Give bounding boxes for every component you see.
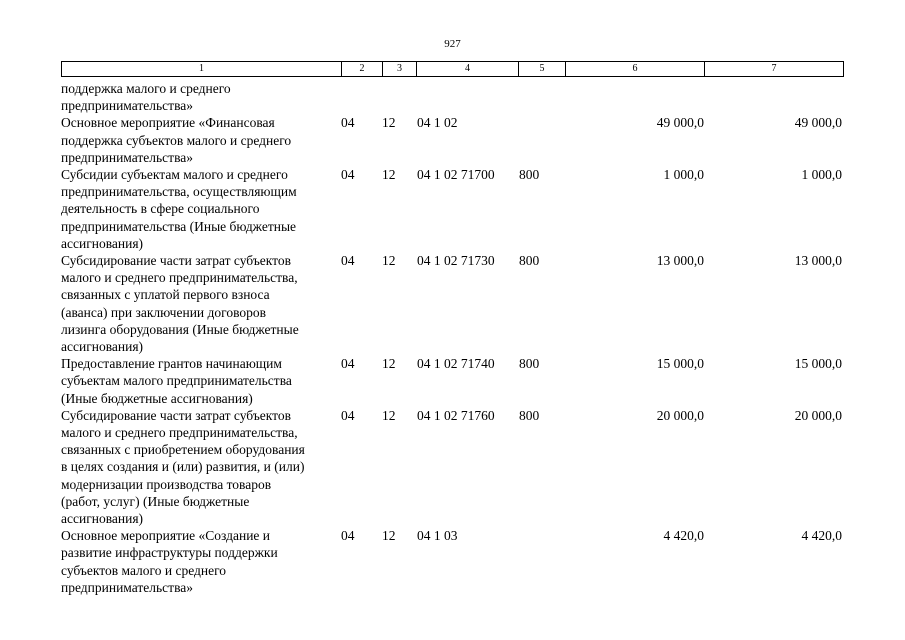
row-name-line: деятельность в сфере социального [61,201,260,217]
cell-col-4: 04 1 02 71730 [417,253,495,268]
row-name-line: лизинга оборудования (Иные бюджетные [61,321,299,337]
row-name-line: малого и среднего предпринимательства, [61,425,298,440]
cell-col-4: 04 1 02 [417,115,458,131]
cell-col-7: 49 000,0 [794,115,842,131]
cell-col-4: 04 1 02 71700 [417,167,495,182]
row-name [61,355,341,407]
row-name [61,166,341,252]
cell-col-7: 15 000,0 [794,356,842,372]
cell-col-3: 12 [382,253,396,268]
cell-col-6: 4 420,0 [663,528,704,544]
row-name-line: развитие инфраструктуры поддержки [61,545,278,561]
cell-col-7: 4 420,0 [801,528,842,544]
cell-col-6: 13 000,0 [656,253,704,268]
header-col-7: 7 [771,63,777,74]
row-name-line: связанных с приобретением оборудования [61,442,305,458]
cell-col-4: 04 1 02 71760 [417,407,495,423]
row-name-line: модернизации производства товаров [61,476,272,492]
cell-col-3: 12 [382,528,396,544]
cell-col-6: 49 000,0 [656,115,704,131]
row-name-line: предпринимательства» [61,579,194,595]
cell-col-6: 20 000,0 [656,407,704,423]
header-col-6: 6 [566,62,705,76]
row-name [61,80,341,114]
cell-col-5: 800 [519,253,540,268]
row-name [61,114,341,166]
row-name-line: Предоставление грантов начинающим [61,356,282,372]
cell-col-2: 04 [341,253,355,268]
cell-col-5: 800 [519,167,540,182]
row-name-line: связанных с уплатой первого взноса [61,287,270,303]
row-name-line: (работ, услуг) (Иные бюджетные [61,493,250,509]
header-col-5: 5 [519,62,566,76]
cell-col-2: 04 [341,167,355,182]
row-name-line: ассигнования) [61,339,144,355]
cell-col-3: 12 [382,356,396,372]
row-name-line: предпринимательства» [61,149,194,165]
cell-col-3: 12 [382,407,396,423]
header-col-3: 3 [383,62,417,76]
header-col-1: 1 [62,62,342,76]
cell-col-4: 04 1 02 71740 [417,356,495,372]
row-name-line: поддержка субъектов малого и среднего [61,132,292,148]
cell-col-5: 800 [519,407,540,423]
row-name-line: предпринимательства (Иные бюджетные [61,218,297,234]
cell-col-6: 15 000,0 [656,356,704,372]
row-name-line: Основное мероприятие «Создание и [61,528,271,544]
row-name [61,527,341,596]
row-name-line: Основное мероприятие «Финансовая [61,115,275,131]
row-name [61,407,341,527]
cell-col-5: 800 [519,356,540,372]
row-name-line: ассигнования) [61,235,144,251]
row-name-line: малого и среднего предпринимательства, [61,270,298,286]
row-name-line: Субсидии субъектам малого и среднего [61,167,288,182]
row-name-line: поддержка малого и среднего [61,81,231,96]
header-col-4: 4 [417,62,519,76]
cell-col-3: 12 [382,115,396,131]
cell-col-4: 04 1 03 [417,528,458,544]
cell-col-2: 04 [341,528,355,544]
row-name-line: Субсидирование части затрат субъектов [61,253,292,268]
row-name [61,252,341,355]
cell-col-2: 04 [341,407,355,423]
row-name-line: предпринимательства, осуществляющим [61,184,297,200]
row-name-line: в целях создания и (или) развития, и (или) [61,459,305,475]
cell-col-7: 1 000,0 [801,167,842,182]
header-col-2: 2 [342,62,383,76]
row-name-line: субъектов малого и среднего [61,562,227,578]
cell-col-7: 13 000,0 [794,253,842,268]
cell-col-3: 12 [382,167,396,182]
cell-col-6: 1 000,0 [663,167,704,182]
cell-col-7: 20 000,0 [794,407,842,423]
cell-col-2: 04 [341,115,355,131]
row-name-line: (Иные бюджетные ассигнования) [61,390,253,406]
row-name-line: (аванса) при заключении договоров [61,304,266,320]
row-name-line: субъектам малого предпринимательства [61,373,292,389]
table-header [61,61,844,77]
cell-col-2: 04 [341,356,355,372]
row-name-line: предпринимательства» [61,98,194,114]
page-number: 927 [444,38,461,50]
row-name-line: Субсидирование части затрат субъектов [61,407,292,423]
row-name-line: ассигнования) [61,511,144,527]
